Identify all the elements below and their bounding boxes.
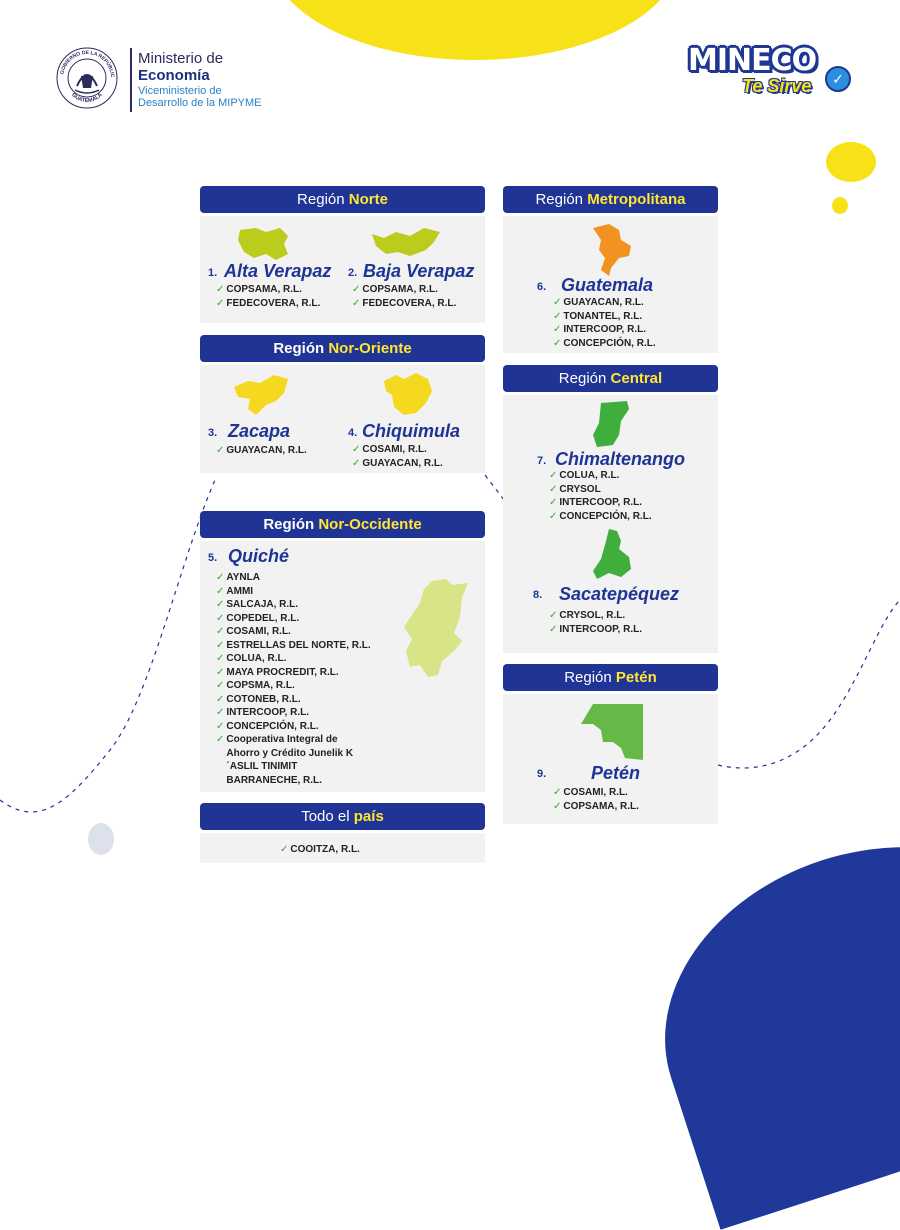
municipality-sacatepequez: Sacatepéquez: [559, 584, 680, 604]
check-icon: ✓: [553, 297, 562, 308]
coop-item: ✓ COPSAMA, R.L.: [553, 800, 639, 812]
region-metropolitana-header: Región Metropolitana: [503, 186, 718, 213]
check-icon: ✓: [216, 612, 225, 624]
seal-text-bottom: GUATEMALA: [70, 91, 104, 105]
coop-item: ✓ FEDECOVERA, R.L.: [352, 297, 457, 309]
check-icon: ✓: [549, 483, 558, 495]
check-icon: ✓: [216, 639, 225, 651]
coop-list-guatemala: [553, 296, 656, 350]
mineco-logo-tagline: Te Sirve: [742, 76, 812, 96]
coop-list-baja-verapaz: [352, 283, 456, 310]
chiquimula-map-icon: [382, 371, 434, 417]
region-peten-header: Región Petén: [503, 664, 718, 691]
check-icon: ✓: [216, 445, 225, 456]
svg-text:GUATEMALA: [70, 92, 104, 104]
decorative-yellow-dot-large: [826, 142, 876, 182]
region-todo-el-pais-panel: [200, 833, 485, 863]
region-noroccidente-header: Región Nor-Occidente: [200, 511, 485, 538]
check-icon: ✓: [216, 653, 225, 664]
check-icon: ✓: [549, 623, 558, 635]
check-icon: ✓: [216, 680, 225, 691]
check-icon: ✓: [216, 599, 225, 610]
coop-item: ✓ CONCEPCIÓN, R.L.: [216, 720, 319, 732]
check-icon: ✓: [216, 284, 225, 295]
quiche-map-icon: [402, 577, 474, 681]
coop-item: ✓ COOITZA, R.L.: [280, 844, 360, 855]
coop-item: ✓ GUAYACAN, R.L.: [553, 297, 644, 308]
check-icon: ✓: [553, 310, 562, 322]
coop-list-todo-el-pais: [280, 843, 360, 857]
item-number: 9.: [537, 768, 547, 780]
coop-item: ✓ COLUA, R.L.: [549, 470, 620, 481]
region-todo-el-pais-header: Todo el país: [200, 803, 485, 830]
check-icon: ✓: [352, 284, 361, 295]
mineco-logo-text: MINECO: [688, 43, 817, 78]
coop-list-sacatepequez: [549, 609, 642, 636]
region-central-header: Región Central: [503, 365, 718, 392]
coop-list-peten: [553, 786, 639, 813]
coop-item: ✓ INTERCOOP, R.L.: [553, 324, 646, 335]
check-icon: ✓: [549, 470, 558, 481]
decorative-yellow-blob-top: [270, 0, 680, 60]
decorative-gray-dot: [88, 823, 114, 855]
check-icon: ✓: [216, 666, 225, 678]
item-number: 2.: [348, 267, 358, 279]
decorative-yellow-dot-small: [832, 197, 848, 214]
org-name-line1: Ministerio de: [138, 50, 224, 67]
item-number: 1.: [208, 267, 218, 279]
municipality-guatemala: Guatemala: [561, 275, 654, 295]
verified-check-icon: ✓: [825, 66, 851, 92]
coop-item: ✓ FEDECOVERA, R.L.: [216, 297, 321, 309]
baja-verapaz-map-icon: [370, 224, 442, 260]
coop-item: ✓ AMMI: [216, 585, 254, 597]
municipality-chimaltenango: Chimaltenango: [555, 449, 686, 469]
region-metropolitana-panel: [503, 216, 718, 353]
coop-item: ✓ CONCEPCIÓN, R.L.: [553, 337, 656, 349]
zacapa-map-icon: [230, 371, 290, 417]
decorative-navy-blob: [622, 796, 900, 1230]
org-subtitle-line1: Viceministerio de: [138, 85, 222, 97]
check-icon: ✓: [216, 626, 225, 637]
guatemala-map-icon: [589, 222, 635, 278]
coop-item: ✓ COSAMI, R.L.: [553, 787, 628, 798]
region-nororiente-panel: [200, 365, 485, 473]
coop-item: ✓ COSAMI, R.L.: [352, 444, 427, 455]
municipality-alta-verapaz: Alta Verapaz: [224, 261, 332, 281]
coop-item: ✓ COLUA, R.L.: [216, 653, 287, 664]
check-icon: ✓: [216, 572, 225, 583]
check-icon: ✓: [352, 457, 361, 469]
check-icon: ✓: [549, 497, 558, 508]
coop-list-quiche: [216, 571, 371, 787]
check-icon: ✓: [549, 510, 558, 522]
coop-list-chimaltenango: [549, 469, 652, 523]
region-noroccidente-panel: [200, 541, 485, 792]
coop-item: ✓ SALCAJA, R.L.: [216, 599, 299, 610]
coop-item: ✓ COPSAMA, R.L.: [352, 284, 438, 295]
coop-item: ✓ INTERCOOP, R.L.: [216, 707, 309, 718]
check-icon: ✓: [280, 844, 289, 855]
alta-verapaz-map-icon: [236, 224, 292, 264]
check-icon: ✓: [553, 800, 562, 812]
check-icon: ✓: [216, 734, 225, 745]
coop-item: ✓ GUAYACAN, R.L.: [352, 457, 443, 469]
coop-item: ✓ AYNLA: [216, 572, 260, 583]
svg-text:GOBIERNO DE LA REPÚBLICA: [55, 46, 115, 78]
item-number: 4.: [348, 427, 358, 439]
item-number: 6.: [537, 281, 547, 293]
region-norte-panel: [200, 216, 485, 323]
coop-list-alta-verapaz: [216, 283, 320, 310]
chimaltenango-map-icon: [591, 399, 633, 449]
check-icon: ✓: [553, 337, 562, 349]
peten-map-icon: [577, 702, 647, 762]
coop-item: ✓ COPSAMA, R.L.: [216, 284, 302, 295]
check-icon: ✓: [553, 324, 562, 335]
check-icon: ✓: [553, 787, 562, 798]
check-icon: ✓: [216, 585, 225, 597]
header-divider: [130, 48, 132, 112]
coop-list-chiquimula: [352, 443, 443, 470]
coop-item: ✓ INTERCOOP, R.L.: [549, 623, 642, 635]
coop-item: ✓ CRYSOL: [549, 483, 601, 495]
region-central-panel: [503, 395, 718, 653]
coop-item: ✓ CRYSOL, R.L.: [549, 610, 626, 621]
item-number: 5.: [208, 552, 218, 564]
org-name-line2: Economía: [138, 67, 210, 84]
coop-item: ✓ CONCEPCIÓN, R.L.: [549, 510, 652, 522]
check-icon: ✓: [352, 297, 361, 309]
item-number: 7.: [537, 455, 547, 467]
seal-text-top: GOBIERNO DE LA REPÚBLIC: [59, 49, 116, 78]
org-subtitle-line2: Desarrollo de la MIPYME: [138, 97, 262, 109]
check-icon: ✓: [216, 720, 225, 732]
coop-item: ✓ COPEDEL, R.L.: [216, 612, 300, 624]
item-number: 3.: [208, 427, 218, 439]
coop-item: ✓ GUAYACAN, R.L.: [216, 445, 307, 456]
coop-item: ✓ ESTRELLAS DEL NORTE, R.L.: [216, 639, 371, 651]
check-icon: ✓: [549, 610, 558, 621]
check-icon: ✓: [216, 707, 225, 718]
coop-list-zacapa: [216, 444, 307, 458]
coop-item: ✓ TONANTEL, R.L.: [553, 310, 643, 322]
coop-item: ✓ COSAMI, R.L.: [216, 626, 291, 637]
municipality-chiquimula: Chiquimula: [362, 421, 460, 441]
coop-item: ✓ Cooperativa Integral de Ahorro y Crédito Junelik K´ASLIL TINIMIT BARRANECHE, R.L.: [216, 734, 354, 786]
coop-item: ✓ COPSMA, R.L.: [216, 680, 295, 691]
check-icon: ✓: [216, 297, 225, 309]
check-icon: ✓: [216, 693, 225, 705]
coop-item: ✓ MAYA PROCREDIT, R.L.: [216, 666, 339, 678]
region-peten-panel: [503, 694, 718, 824]
municipality-quiche: Quiché: [228, 546, 290, 566]
check-icon: ✓: [352, 444, 361, 455]
region-nororiente-header: Región Nor-Oriente: [200, 335, 485, 362]
item-number: 8.: [533, 589, 543, 601]
region-norte-header: Región Norte: [200, 186, 485, 213]
municipality-baja-verapaz: Baja Verapaz: [363, 261, 475, 281]
sacatepequez-map-icon: [591, 527, 633, 581]
municipality-peten: Petén: [591, 763, 641, 783]
coop-item: ✓ INTERCOOP, R.L.: [549, 497, 642, 508]
coop-item: ✓ COTONEB, R.L.: [216, 693, 301, 705]
guatemala-coat-of-arms-seal: [55, 46, 119, 110]
municipality-zacapa: Zacapa: [228, 421, 291, 441]
